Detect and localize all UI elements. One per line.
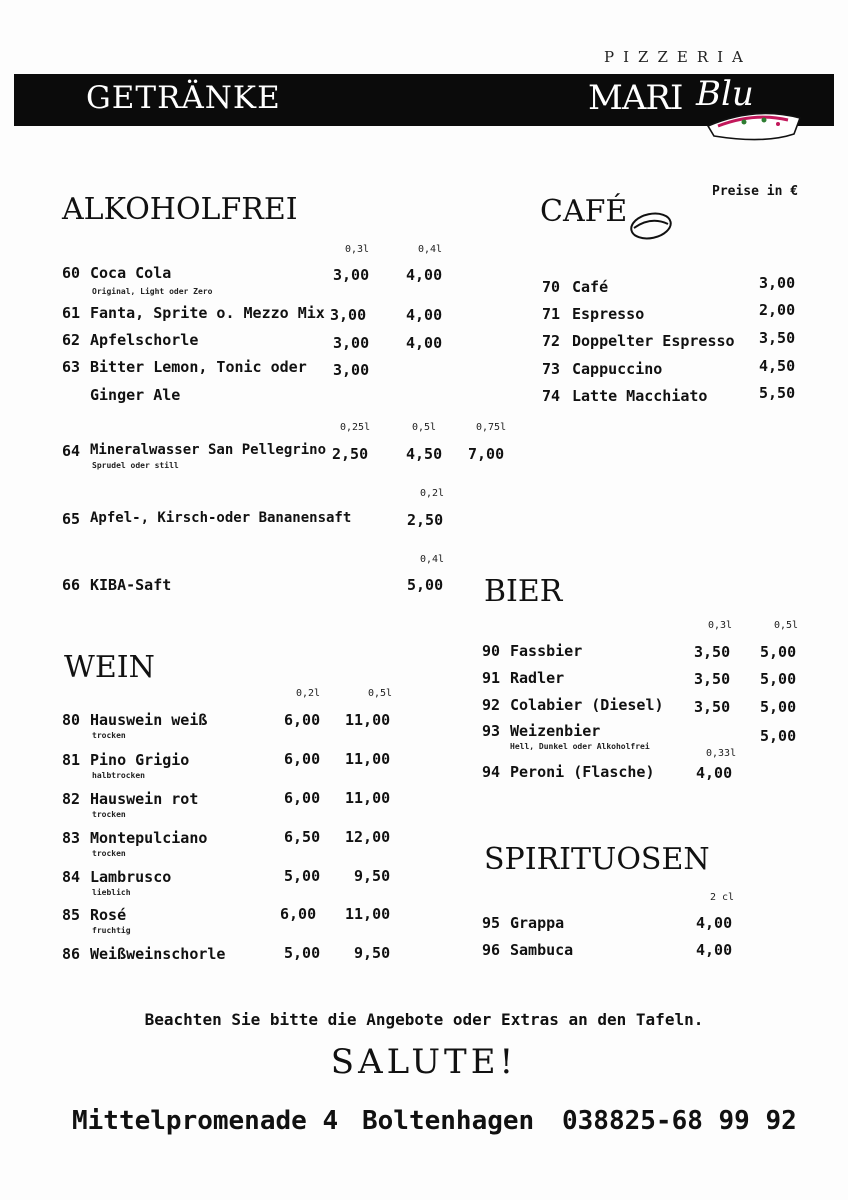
item-price: 11,00 <box>345 750 391 768</box>
item-price: 4,00 <box>406 306 443 324</box>
item-name: Cappuccino <box>572 360 663 378</box>
item-subtitle: halbtrocken <box>92 771 145 780</box>
item-number: 86 <box>62 945 81 963</box>
page-title: GETRÄNKE <box>86 80 281 116</box>
item-price: 9,50 <box>354 867 391 885</box>
item-subtitle: Hell, Dunkel oder Alkoholfrei <box>510 742 650 751</box>
brand-pizzeria: PIZZERIA <box>604 48 752 66</box>
item-number: 90 <box>482 642 501 660</box>
size-label: 0,5l <box>412 422 437 433</box>
item-price: 5,00 <box>760 727 797 745</box>
item-price: 3,00 <box>333 334 370 352</box>
item-subtitle: Original, Light oder Zero <box>92 287 213 296</box>
item-price: 3,00 <box>330 306 367 324</box>
item-price: 5,00 <box>760 643 797 661</box>
item-price: 4,00 <box>696 764 733 782</box>
item-price: 4,50 <box>406 445 443 463</box>
size-label: 0,3l <box>708 620 733 631</box>
phone-number: 038825-68 99 92 <box>562 1106 797 1136</box>
address-street: Mittelpromenade 4 <box>72 1106 339 1136</box>
item-number: 94 <box>482 763 501 781</box>
item-name: Radler <box>510 669 565 687</box>
item-name: Espresso <box>572 305 645 323</box>
size-label: 0,4l <box>420 554 445 565</box>
item-name: KIBA-Saft <box>90 576 172 594</box>
item-number: 64 <box>62 442 81 460</box>
item-price: 4,00 <box>406 266 443 284</box>
item-price: 6,00 <box>280 905 317 923</box>
item-name: Fanta, Sprite o. Mezzo Mix <box>90 304 325 322</box>
size-label: 0,2l <box>420 488 445 499</box>
price-note: Preise in € <box>712 184 799 199</box>
item-price: 3,50 <box>694 643 731 661</box>
item-name: Grappa <box>510 914 565 932</box>
item-number: 96 <box>482 941 501 959</box>
item-number: 60 <box>62 264 81 282</box>
item-number: 80 <box>62 711 81 729</box>
salute-text: SALUTE! <box>330 1042 518 1082</box>
item-price: 11,00 <box>345 789 391 807</box>
item-number: 84 <box>62 868 81 886</box>
item-name: Mineralwasser San Pellegrino <box>90 442 327 458</box>
size-label: 0,25l <box>340 422 371 433</box>
size-label: 0,75l <box>476 422 507 433</box>
size-label: 0,4l <box>418 244 443 255</box>
item-price: 11,00 <box>345 711 391 729</box>
section-title-wein: WEIN <box>64 650 155 685</box>
item-name: Fassbier <box>510 642 583 660</box>
item-price: 5,00 <box>284 944 321 962</box>
size-label: 0,2l <box>296 688 321 699</box>
item-price: 5,00 <box>760 670 797 688</box>
item-price: 6,00 <box>284 750 321 768</box>
footer-note: Beachten Sie bitte die Angebote oder Extras an den Tafeln. <box>144 1010 704 1029</box>
item-number: 91 <box>482 669 501 687</box>
size-label: 0,5l <box>368 688 393 699</box>
item-price: 3,50 <box>759 329 796 347</box>
item-price: 3,00 <box>333 266 370 284</box>
item-name: Doppelter Espresso <box>572 332 735 350</box>
size-label: 0,5l <box>774 620 799 631</box>
item-number: 70 <box>542 278 561 296</box>
item-subtitle: trocken <box>92 731 126 740</box>
item-number: 81 <box>62 751 81 769</box>
item-subtitle: trocken <box>92 849 126 858</box>
size-label: 0,33l <box>706 748 737 759</box>
item-number: 83 <box>62 829 81 847</box>
item-price: 4,00 <box>696 941 733 959</box>
item-number: 92 <box>482 696 501 714</box>
item-name: Hauswein rot <box>90 790 199 808</box>
item-price: 3,50 <box>694 698 731 716</box>
item-number: 65 <box>62 510 81 528</box>
item-name: Montepulciano <box>90 829 208 847</box>
item-number: 93 <box>482 722 501 740</box>
coffee-bean-icon <box>628 210 674 242</box>
size-label: 0,3l <box>345 244 370 255</box>
item-subtitle: trocken <box>92 810 126 819</box>
item-name: Café <box>572 278 609 296</box>
item-price: 4,00 <box>696 914 733 932</box>
section-title-spirituosen: SPIRITUOSEN <box>484 842 710 877</box>
item-number: 62 <box>62 331 81 349</box>
brand-name: MARI <box>588 78 683 118</box>
item-price: 5,00 <box>284 867 321 885</box>
item-number: 71 <box>542 305 561 323</box>
item-subtitle: Sprudel oder still <box>92 461 179 470</box>
item-price: 2,50 <box>407 511 444 529</box>
item-name: Apfel-, Kirsch-oder Bananensaft <box>90 510 352 526</box>
item-number: 95 <box>482 914 501 932</box>
item-price: 4,00 <box>406 334 443 352</box>
item-name: Colabier (Diesel) <box>510 696 664 714</box>
item-number: 74 <box>542 387 561 405</box>
item-name: Apfelschorle <box>90 331 199 349</box>
item-price: 9,50 <box>354 944 391 962</box>
item-name: Coca Cola <box>90 264 172 282</box>
item-number: 66 <box>62 576 81 594</box>
item-name: Rosé <box>90 906 127 924</box>
item-number: 82 <box>62 790 81 808</box>
address-city: Boltenhagen <box>362 1106 535 1136</box>
item-number: 72 <box>542 332 561 350</box>
item-price: 4,50 <box>759 357 796 375</box>
item-price: 6,00 <box>284 789 321 807</box>
item-number: 73 <box>542 360 561 378</box>
item-number: 63 <box>62 358 81 376</box>
item-name: Hauswein weiß <box>90 711 208 729</box>
item-price: 12,00 <box>345 828 391 846</box>
item-name: Pino Grigio <box>90 751 190 769</box>
item-price: 3,00 <box>759 274 796 292</box>
item-price: 7,00 <box>468 445 505 463</box>
item-name: Peroni (Flasche) <box>510 763 655 781</box>
item-price: 2,50 <box>332 445 369 463</box>
section-title-alkoholfrei: ALKOHOLFREI <box>62 192 298 227</box>
item-price: 11,00 <box>345 905 391 923</box>
item-price: 2,00 <box>759 301 796 319</box>
item-subtitle: fruchtig <box>92 926 131 935</box>
item-price: 6,00 <box>284 711 321 729</box>
brand-script: Blu <box>696 74 754 114</box>
size-label: 2 cl <box>710 892 735 903</box>
item-subtitle: lieblich <box>92 888 131 897</box>
item-name: Lambrusco <box>90 868 172 886</box>
item-number: 61 <box>62 304 81 322</box>
item-price: 5,00 <box>407 576 444 594</box>
item-name: Weizenbier <box>510 722 601 740</box>
item-name: Latte Macchiato <box>572 387 708 405</box>
item-price: 5,50 <box>759 384 796 402</box>
item-price: 6,50 <box>284 828 321 846</box>
item-name: Weißweinschorle <box>90 945 226 963</box>
pizza-slice-icon <box>704 104 804 144</box>
item-price: 3,50 <box>694 670 731 688</box>
section-title-cafe: CAFÉ <box>540 194 628 229</box>
item-name-continued: Ginger Ale <box>90 386 181 404</box>
section-title-bier: BIER <box>484 574 563 609</box>
item-name: Bitter Lemon, Tonic oder <box>90 358 307 376</box>
item-price: 3,00 <box>333 361 370 379</box>
item-name: Sambuca <box>510 941 574 959</box>
item-number: 85 <box>62 906 81 924</box>
item-price: 5,00 <box>760 698 797 716</box>
